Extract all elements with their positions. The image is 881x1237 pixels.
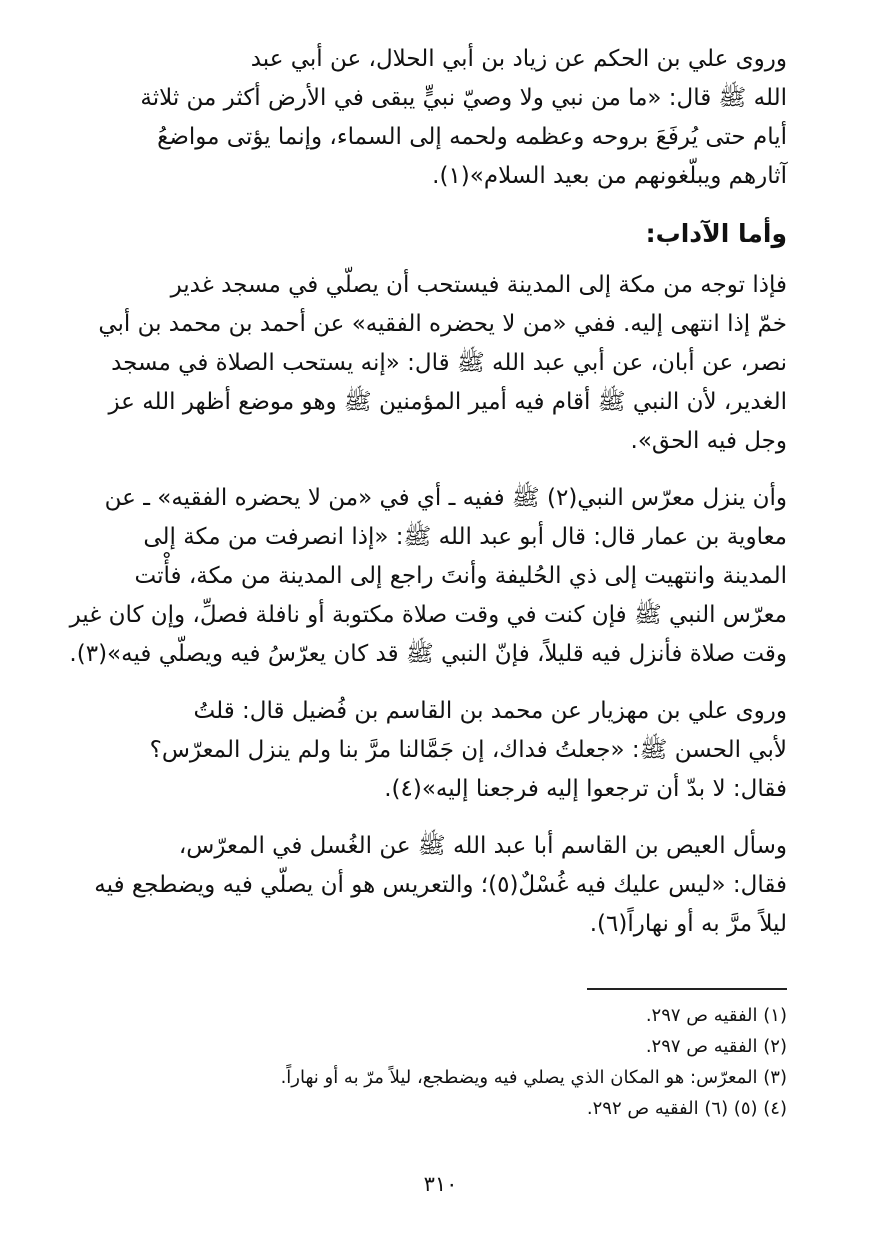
paragraph-gap [93,674,787,692]
paragraph-3 [69,479,787,674]
text-line: المدينة وانتهيت إلى ذي الحُليفة وأنتَ راجع إلى المدينة من مكة، فأْتت [134,563,787,589]
text-line: الغدير، لأن النبي ﷺ أقام فيه أمير المؤمنين ﷺ وهو موضع أظهر الله عز [108,389,787,415]
footnotes [93,1000,787,1124]
text-line: أيام حتى يُرفَعَ بروحه وعظمه ولحمه إلى السماء، وإنما يؤتى مواضعُ [157,124,787,150]
text-line: الله ﷺ قال: «ما من نبي ولا وصيّ نبيٍّ يبقى في الأرض أكثر من ثلاثة [140,85,787,111]
paragraph-gap [93,461,787,479]
paragraph-1 [93,40,787,196]
section-heading: وأما الآداب: [645,219,787,248]
text-line: معرّس النبي ﷺ فإن كنت في وقت صلاة مكتوبة أو نافلة فصلِّ، وإن كان غير [69,602,787,628]
paragraph-5 [93,827,787,944]
text-line: فإذا توجه من مكة إلى المدينة فيستحب أن يصلّي في مسجد غدير [170,272,787,298]
footnote-item: (٤) (٥) (٦) الفقيه ص ٢٩٢. [586,1098,787,1119]
paragraph-2 [93,266,787,461]
text-line: خمّ إذا انتهى إليه. ففي «من لا يحضره الفقيه» عن أحمد بن محمد بن أبي [98,311,787,337]
text-line: ليلاً مرَّ به أو نهاراً(٦). [589,911,787,937]
footnote-item: (٢) الفقيه ص ٢٩٧. [645,1036,787,1057]
text-line: وأن ينزل معرّس النبي(٢) ﷺ ففيه ـ أي في «من لا يحضره الفقيه» ـ عن [104,485,787,511]
page-body [69,40,787,944]
footnote-item: (١) الفقيه ص ٢٩٧. [645,1005,787,1026]
paragraph-4 [93,692,787,809]
text-line: فقال: «ليس عليك فيه غُسْلٌ(٥)؛ والتعريس هو أن يصلّي فيه ويضطجع فيه [94,872,787,898]
paragraph-gap [93,809,787,827]
text-line: وقت صلاة فأنزل فيه قليلاً، فإنّ النبي ﷺ قد كان يعرّسُ فيه ويصلّي فيه»(٣). [69,641,787,667]
text-line: آثارهم ويبلّغونهم من بعيد السلام»(١). [432,163,787,189]
text-line: معاوية بن عمار قال: قال أبو عبد الله ﷺ: «إذا انصرفت من مكة إلى [143,524,787,550]
text-line: فقال: لا بدّ أن ترجعوا إليه فرجعنا إليه»(٤). [384,776,787,802]
text-line: وروى علي بن مهزيار عن محمد بن القاسم بن فُضيل قال: قلتُ [193,698,787,724]
text-line: وروى علي بن الحكم عن زياد بن أبي الحلال، عن أبي عبد [250,46,787,72]
footnote-item: (٣) المعرّس: هو المكان الذي يصلي فيه ويضطجع، ليلاً مرّ به أو نهاراً. [280,1067,787,1088]
text-line: نصر، عن أبان، عن أبي عبد الله ﷺ قال: «إنه يستحب الصلاة في مسجد [111,350,787,376]
text-line: وجل فيه الحق». [630,428,787,454]
footnote-divider [587,988,787,990]
text-line: لأبي الحسن ﷺ: «جعلتُ فداك، إن جَمَّالنا مرَّ بنا ولم ينزل المعرّس؟ [149,737,787,763]
page-number: ٣١٠ [423,1172,458,1196]
text-line: وسأل العيص بن القاسم أبا عبد الله ﷺ عن الغُسل في المعرّس، [178,833,787,859]
